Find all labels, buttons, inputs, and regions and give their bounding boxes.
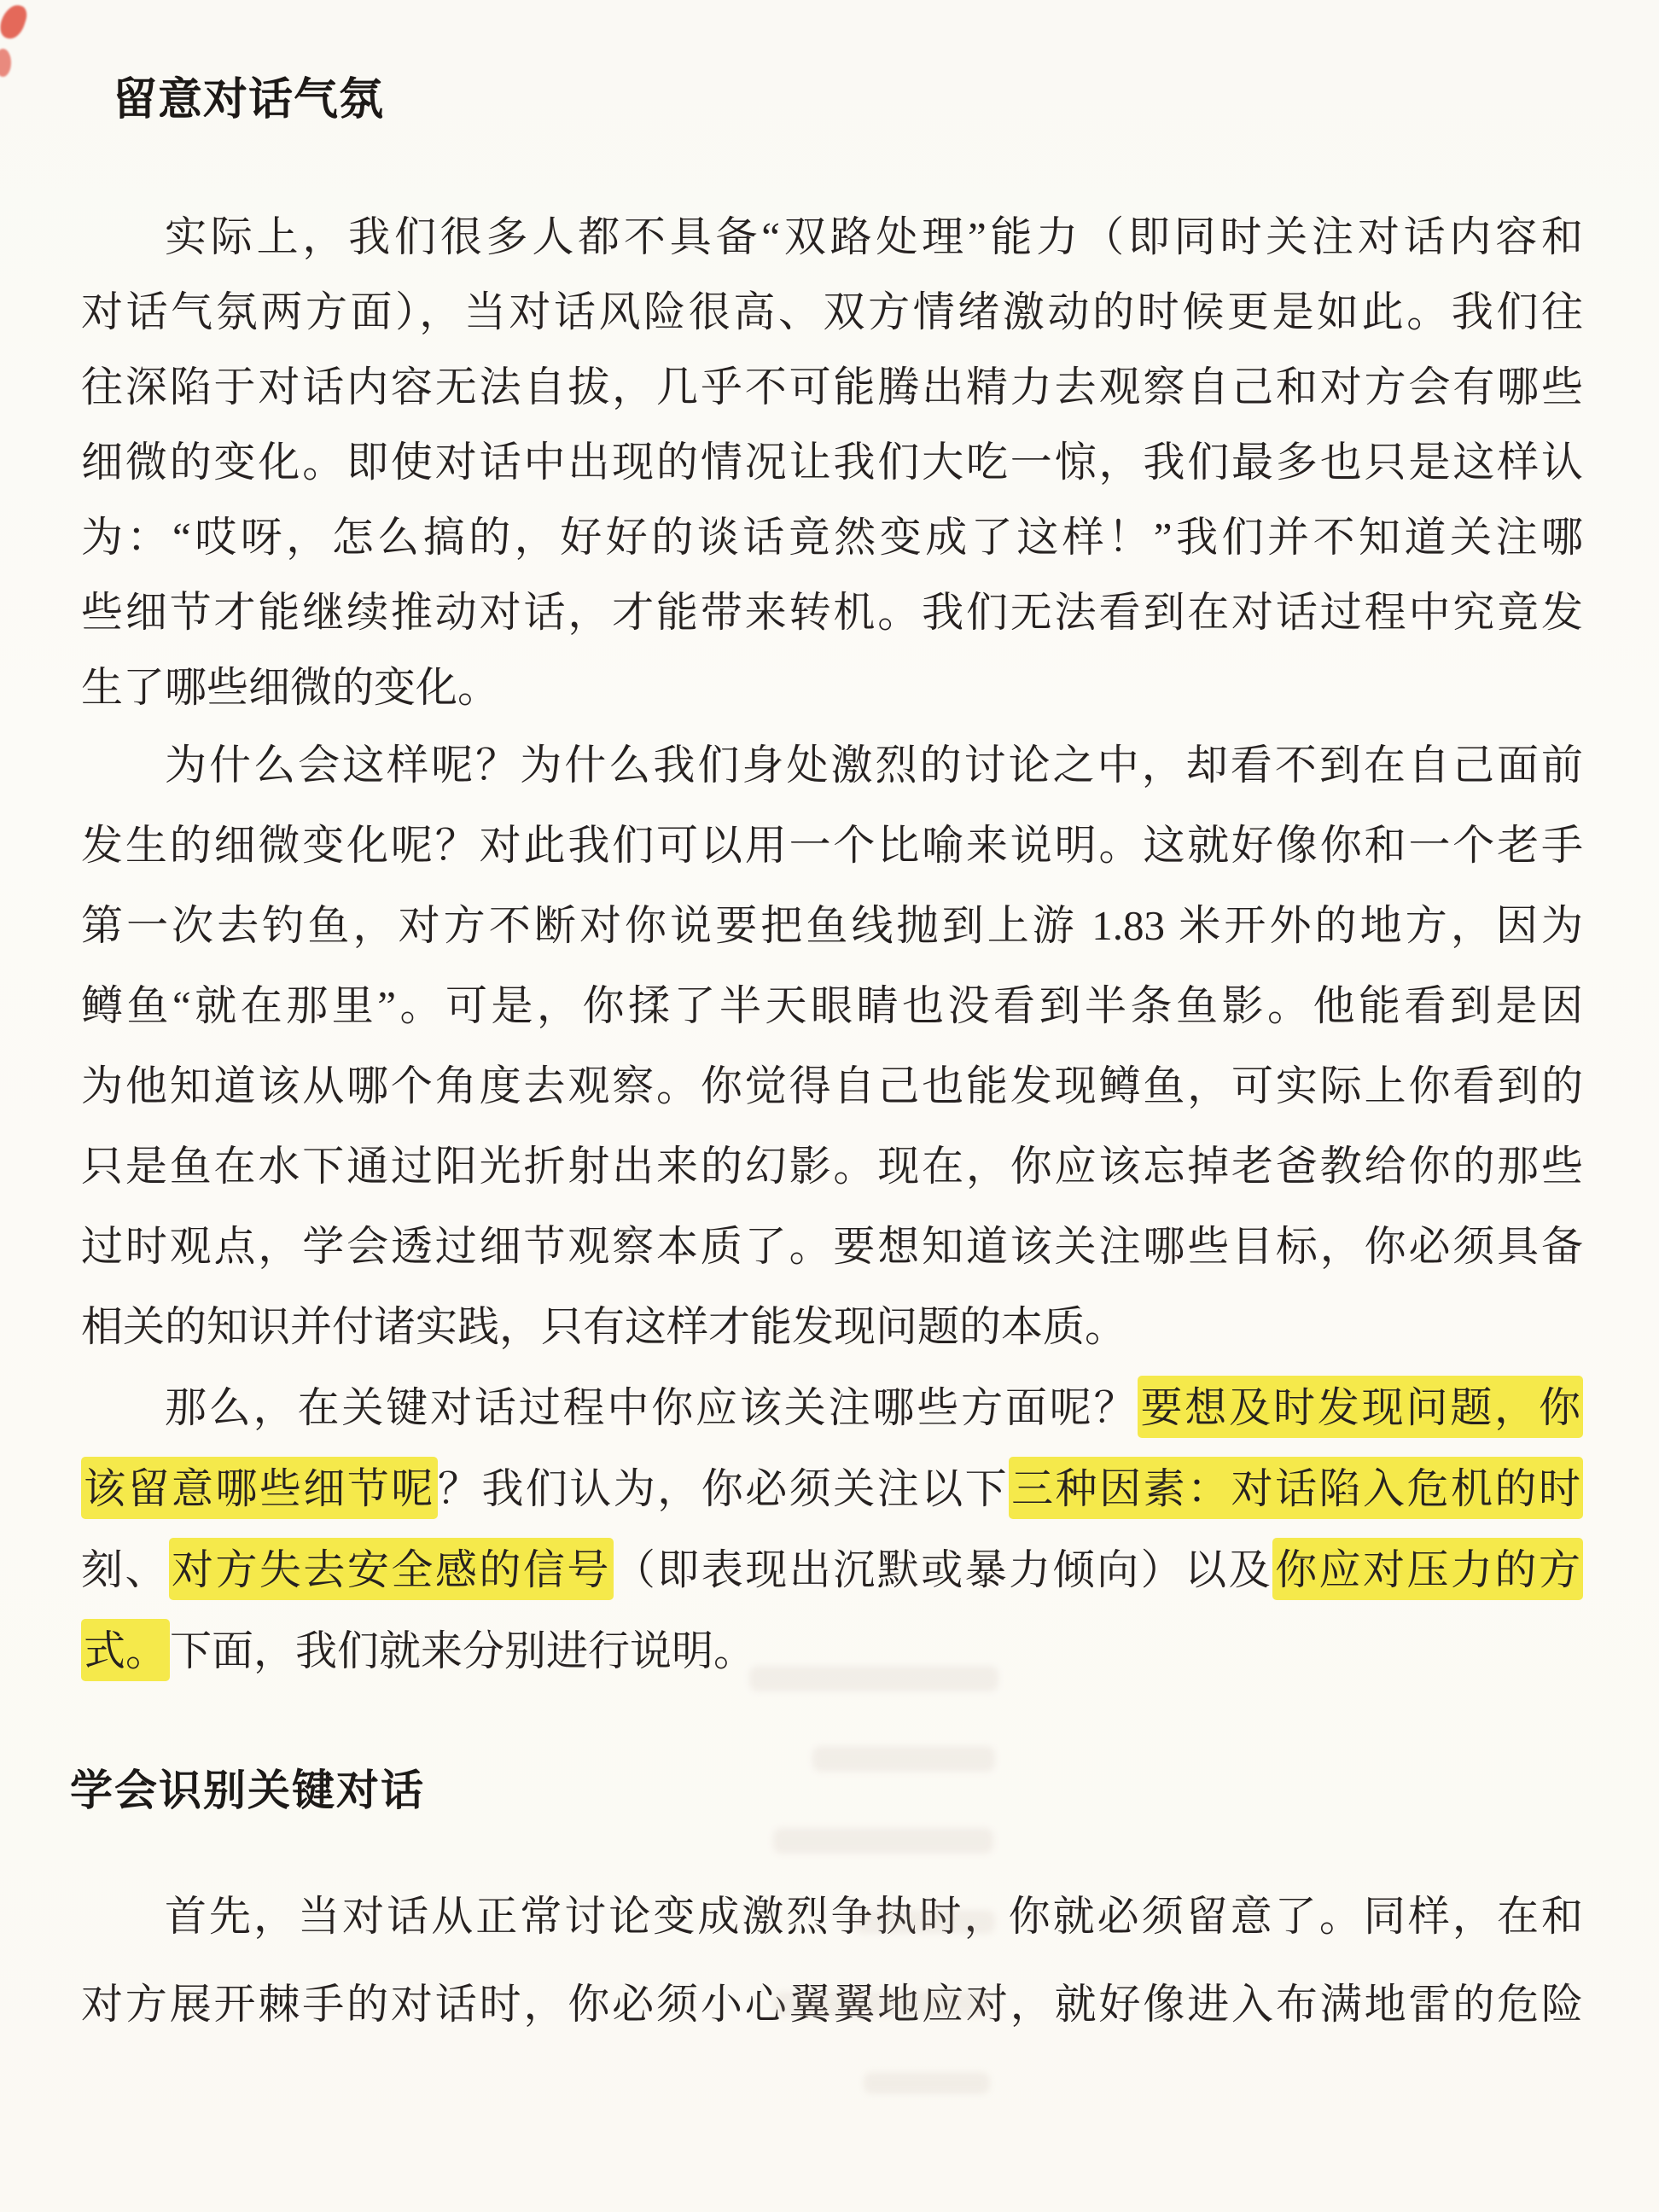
bleed-through-artifact: [773, 1992, 990, 2016]
text-line: 实际上，我们很多人都不具备“双路处理”能力（即同时关注对话内容和: [165, 213, 1583, 260]
text-line: [81, 1448, 1583, 1529]
paragraph-2: [81, 725, 1583, 1367]
text-segment: 那么，在关键对话过程中你应该关注哪些方面呢？: [165, 1384, 1138, 1431]
highlighted-text: 要想及时发现问题，你: [1138, 1376, 1583, 1438]
red-ink-mark: [0, 2, 30, 42]
bleed-through-artifact: [812, 1746, 995, 1772]
red-ink-mark: [0, 49, 11, 77]
text-line: 对话气氛两方面），当对话风险很高、双方情绪激动的时候更是如此。我们往: [81, 288, 1583, 335]
paragraph-1: [81, 200, 1583, 725]
text-segment: 下面，我们就来分别进行说明。: [170, 1627, 756, 1674]
section-heading: 学会识别关键对话: [70, 1767, 425, 1814]
text-line: [81, 1529, 1583, 1610]
text-line: 首先，当对话从正常讨论变成激烈争执时，你就必须留意了。同样，在和: [165, 1893, 1583, 1940]
text-line: 相关的知识并付诸实践，只有这样才能发现问题的本质。: [81, 1303, 1127, 1350]
bleed-through-artifact: [773, 1828, 993, 1854]
text-line: 对方展开棘手的对话时，你必须小心翼翼地应对，就好像进入布满地雷的危险: [81, 1981, 1583, 2028]
text-line: 些细节才能继续推动对话，才能带来转机。我们无法看到在对话过程中究竟发: [81, 589, 1583, 636]
text-segment: ？我们认为，你必须关注以下: [437, 1465, 1010, 1512]
highlighted-text: 三种因素：对话陷入危机的时: [1009, 1457, 1583, 1519]
text-line: 为他知道该从哪个角度去观察。你觉得自己也能发现鳟鱼，可实际上你看到的: [81, 1062, 1583, 1109]
text-segment: （即表现出沉默或暴力倾向）以及: [613, 1546, 1273, 1593]
text-line: [81, 1367, 1583, 1448]
highlighted-text: 该留意哪些细节呢: [81, 1457, 438, 1519]
text-line: 细微的变化。即使对话中出现的情况让我们大吃一惊，我们最多也只是这样认: [81, 439, 1583, 486]
text-line: 过时观点，学会透过细节观察本质了。要想知道该关注哪些目标，你必须具备: [81, 1223, 1583, 1270]
paragraph-4: [81, 1872, 1583, 2048]
bleed-through-artifact: [864, 2072, 990, 2094]
paragraph-3-highlighted: [81, 1367, 1583, 1691]
text-line: 生了哪些细微的变化。: [81, 664, 500, 711]
text-line: 发生的细微变化呢？对此我们可以用一个比喻来说明。这就好像你和一个老手: [81, 822, 1583, 869]
text-line: 第一次去钓鱼，对方不断对你说要把鱼线抛到上游 1.83 米开外的地方，因为: [81, 902, 1583, 949]
bleed-through-artifact: [855, 1910, 995, 1934]
page-title: 留意对话气氛: [113, 76, 385, 125]
highlighted-text: 式。: [81, 1619, 170, 1681]
text-line: 为：“哎呀，怎么搞的，好好的谈话竟然变成了这样！”我们并不知道关注哪: [81, 514, 1583, 561]
highlighted-text: 你应对压力的方: [1272, 1538, 1583, 1600]
text-line: 为什么会这样呢？为什么我们身处激烈的讨论之中，却看不到在自己面前: [165, 742, 1583, 789]
text-line: 往深陷于对话内容无法自拔，几乎不可能腾出精力去观察自己和对方会有哪些: [81, 364, 1583, 410]
text-line: 只是鱼在水下通过阳光折射出来的幻影。现在，你应该忘掉老爸教给你的那些: [81, 1143, 1583, 1190]
bleed-through-artifact: [749, 1666, 998, 1691]
text-line: 鳟鱼“就在那里”。可是，你揉了半天眼睛也没看到半条鱼影。他能看到是因: [81, 982, 1583, 1029]
text-segment: 刻、: [81, 1546, 169, 1593]
highlighted-text: 对方失去安全感的信号: [169, 1538, 614, 1600]
